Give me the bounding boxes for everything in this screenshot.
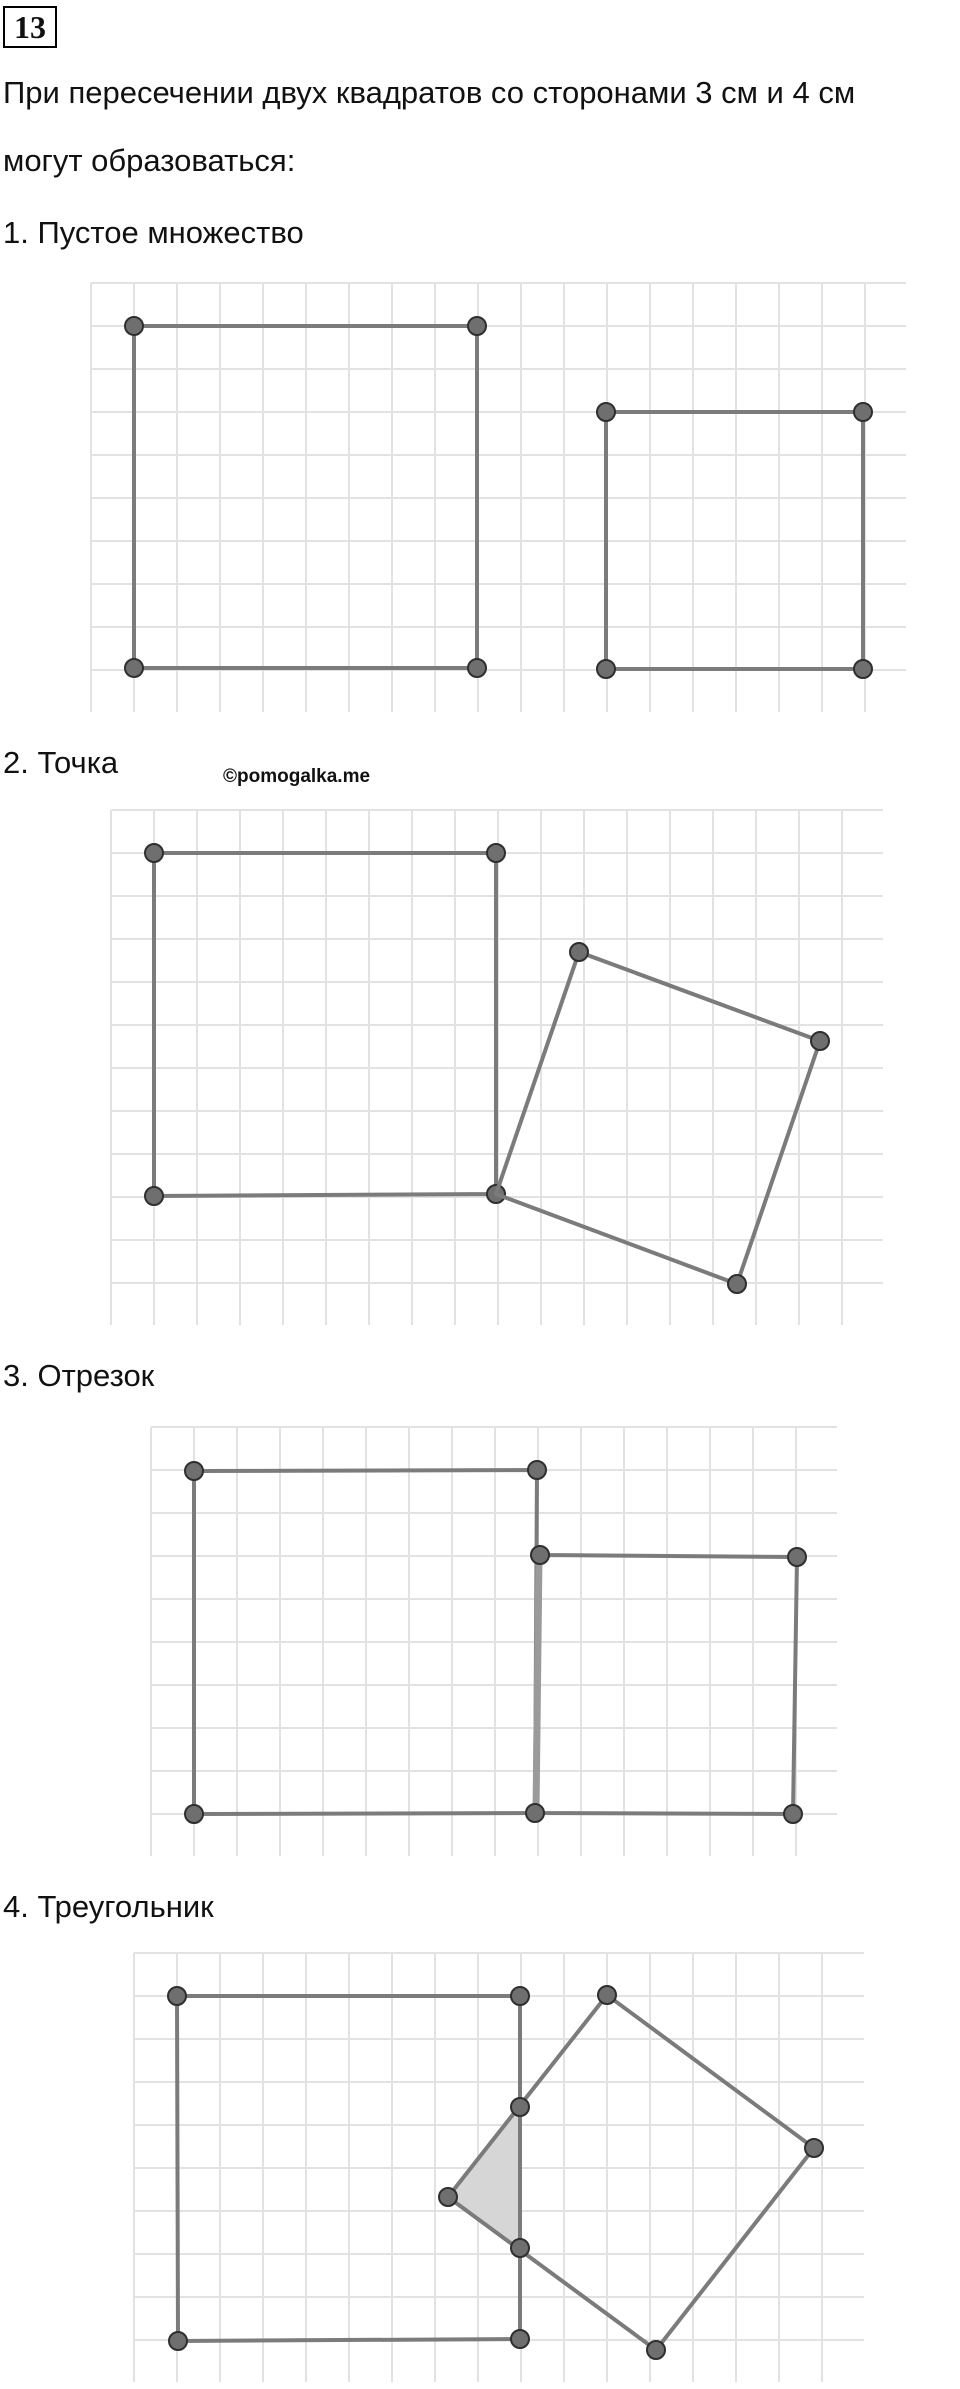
watermark: ©pomogalka.me xyxy=(223,766,371,787)
vertex xyxy=(597,660,615,678)
vertex xyxy=(468,659,486,677)
vertex xyxy=(528,1461,546,1479)
vertex xyxy=(511,2330,529,2348)
vertex xyxy=(487,844,505,862)
vertex xyxy=(531,1546,549,1564)
vertex xyxy=(168,1987,186,2005)
vertex xyxy=(145,844,163,862)
problem-number: 13 xyxy=(3,6,57,48)
vertex xyxy=(784,1805,802,1823)
vertex xyxy=(439,2188,457,2206)
vertex xyxy=(598,1986,616,2004)
case-4-label: 4. Треугольник xyxy=(3,1889,214,1924)
vertex xyxy=(788,1548,806,1566)
common-segment xyxy=(536,1556,539,1812)
vertex xyxy=(145,1187,163,1205)
problem-text-line-2: могут образоваться: xyxy=(3,143,296,178)
vertex xyxy=(169,2332,187,2350)
vertex xyxy=(511,1987,529,2005)
vertex xyxy=(511,2098,529,2116)
vertex xyxy=(597,403,615,421)
vertex xyxy=(647,2341,665,2359)
vertex xyxy=(526,1804,544,1822)
vertex xyxy=(185,1805,203,1823)
vertex xyxy=(185,1462,203,1480)
vertex xyxy=(811,1032,829,1050)
vertex xyxy=(468,317,486,335)
case-1-label: 1. Пустое множество xyxy=(3,215,304,250)
grid-1 xyxy=(91,283,906,712)
case-2-label: 2. Точка xyxy=(3,745,119,780)
vertex xyxy=(728,1275,746,1293)
case-3-label: 3. Отрезок xyxy=(3,1358,155,1393)
vertex xyxy=(854,660,872,678)
vertex xyxy=(125,659,143,677)
vertex xyxy=(854,403,872,421)
vertex xyxy=(125,317,143,335)
problem-text-line-1: При пересечении двух квадратов со сторонами 3 см и 4 см xyxy=(3,75,856,110)
vertex xyxy=(511,2239,529,2257)
grid-3 xyxy=(151,1427,837,1856)
vertex xyxy=(570,943,588,961)
vertex xyxy=(805,2139,823,2157)
intersection-triangle xyxy=(448,2107,520,2248)
